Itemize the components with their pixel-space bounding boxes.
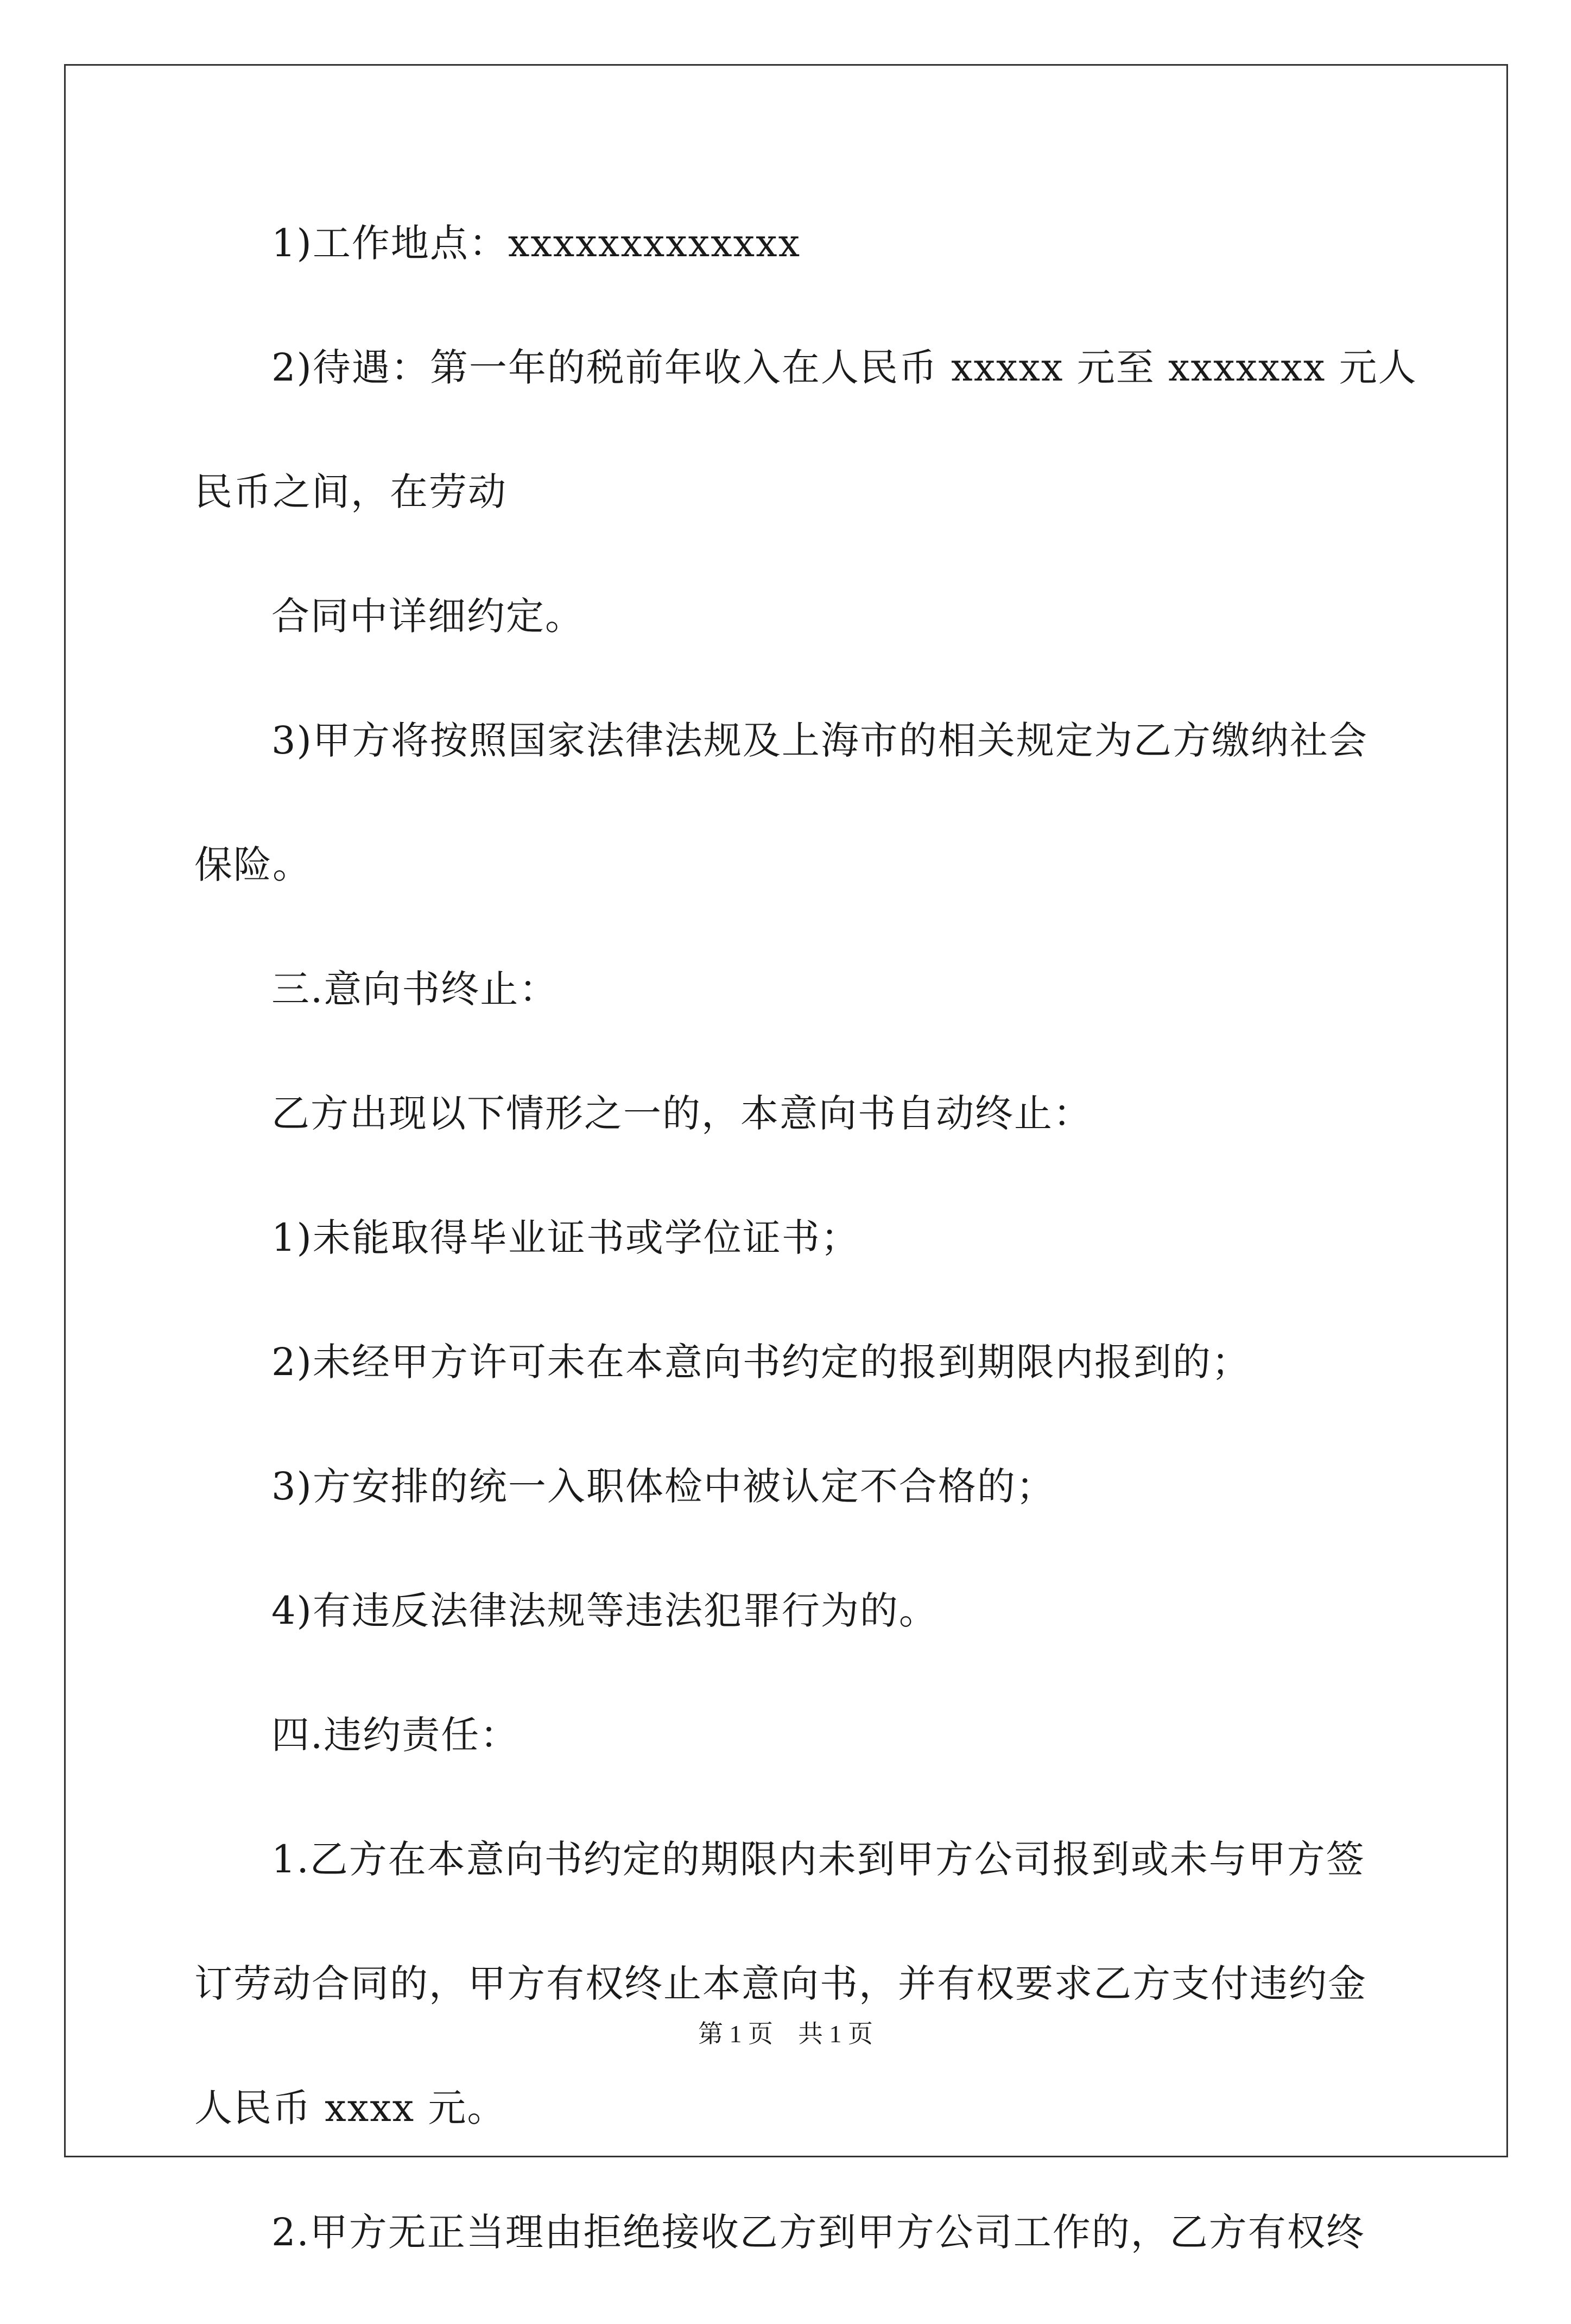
list-item: 1)未能取得毕业证书或学位证书；	[271, 1215, 860, 1260]
text-line: 订劳动合同的，甲方有权终止本意向书，并有权要求乙方支付违约金	[194, 1961, 1367, 2006]
text-line: 2)待遇：第一年的税前年收入在人民币 xxxxx 元至 xxxxxxx 元人	[271, 345, 1417, 390]
list-item: 2)未经甲方许可未在本意向书约定的报到期限内报到的；	[271, 1340, 1251, 1384]
list-item: 4)有违反法律法规等违法犯罪行为的。	[271, 1588, 938, 1633]
section-heading: 三.意向书终止：	[271, 967, 559, 1011]
text-line: 2.甲方无正当理由拒绝接收乙方到甲方公司工作的，乙方有权终	[271, 2210, 1365, 2255]
list-item: 3)方安排的统一入职体检中被认定不合格的；	[271, 1464, 1055, 1509]
text-line: 乙方出现以下情形之一的，本意向书自动终止：	[271, 1091, 1092, 1136]
text-line: 民币之间，在劳动	[194, 470, 507, 514]
text-line: 3)甲方将按照国家法律法规及上海市的相关规定为乙方缴纳社会	[271, 718, 1368, 763]
text-line: 合同中详细约定。	[271, 594, 584, 638]
section-heading: 四.违约责任：	[271, 1713, 520, 1757]
page-number: 第 1 页	[698, 2020, 773, 2048]
page-total: 共 1 页	[798, 2020, 873, 2048]
document-body	[194, 211, 1417, 2324]
text-line: 1.乙方在本意向书约定的期限内未到甲方公司报到或未与甲方签	[271, 1837, 1365, 1882]
text-line: 保险。	[194, 843, 312, 887]
page-footer	[0, 2014, 1571, 2050]
text-line: 人民币 xxxx 元。	[194, 2086, 506, 2130]
text-line: 1)工作地点：xxxxxxxxxxxxx	[271, 221, 801, 265]
